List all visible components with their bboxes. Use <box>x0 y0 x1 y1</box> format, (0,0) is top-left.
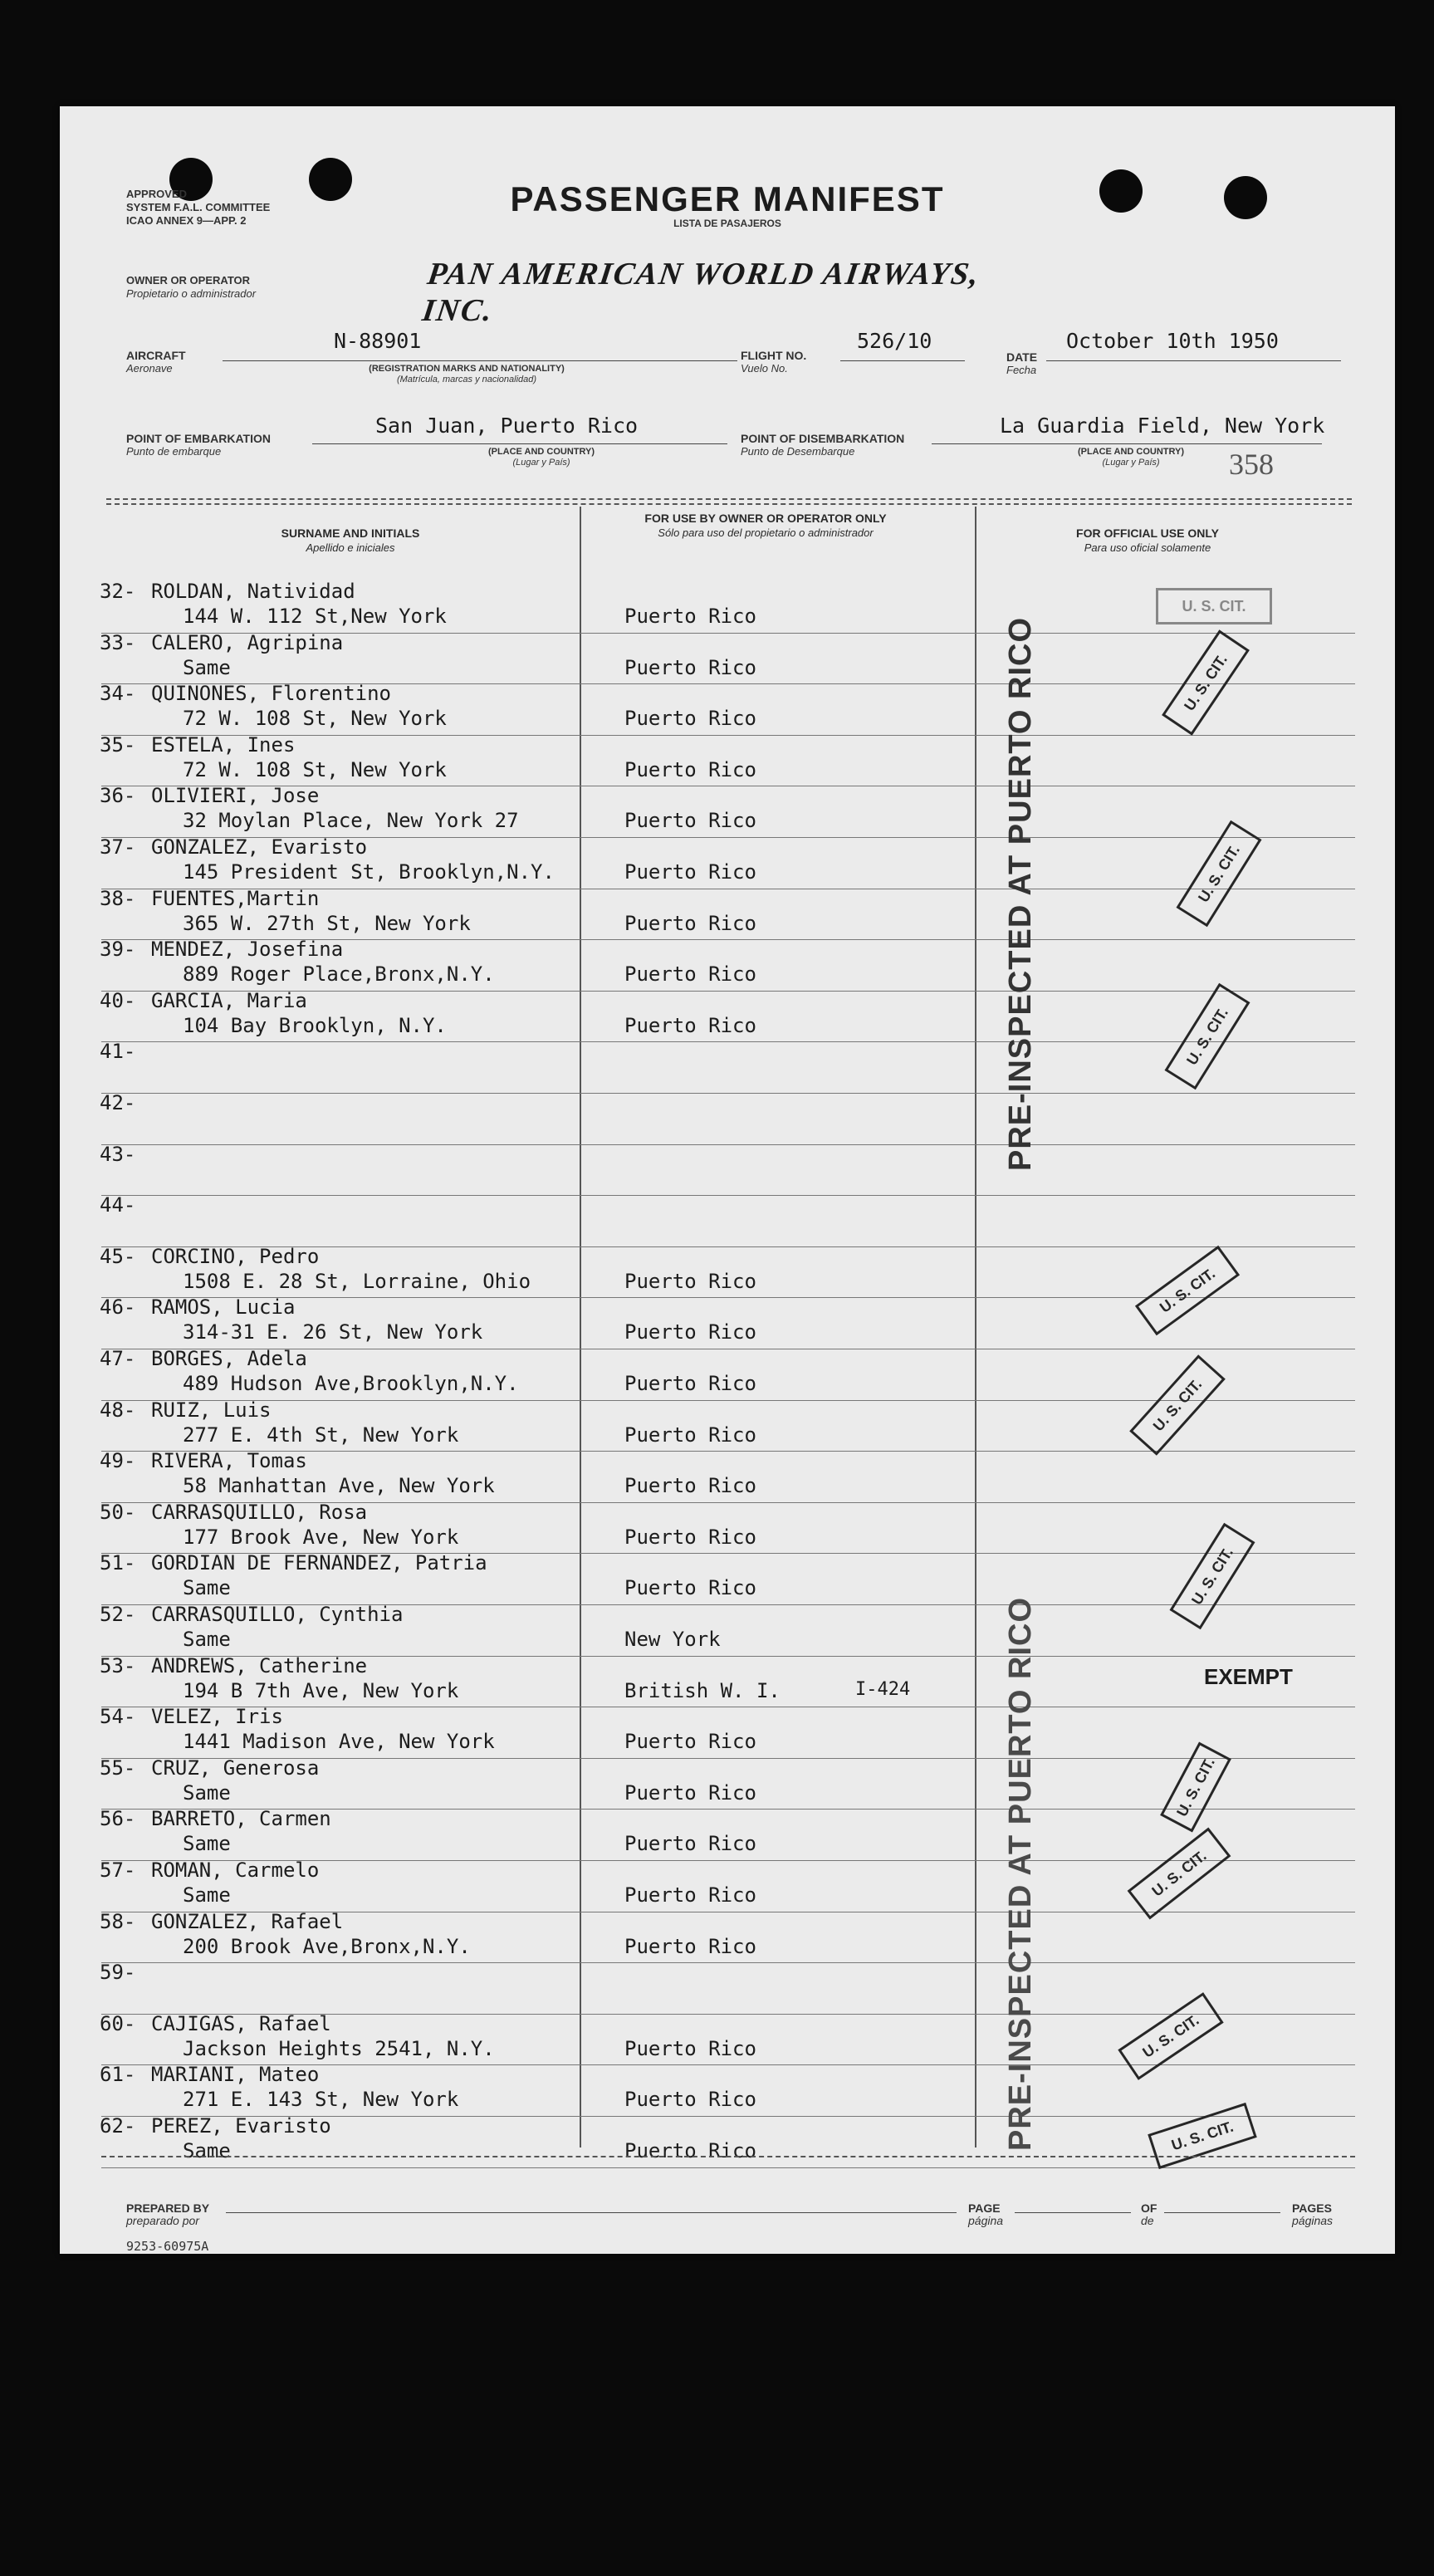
manifest-sheet <box>60 106 1395 2254</box>
passenger-address: 1508 E. 28 St, Lorraine, Ohio <box>183 1269 531 1293</box>
passenger-name: GONZALEZ, Evaristo <box>151 835 368 859</box>
passenger-address: Same <box>183 2139 231 2162</box>
prepared-by-label: PREPARED BY preparado por <box>126 2201 210 2227</box>
passenger-origin: Puerto Rico <box>624 757 756 781</box>
passenger-address: Same <box>183 1883 231 1907</box>
us-cit-stamp: U. S. CIT. <box>1129 1354 1226 1456</box>
date-value: October 10th 1950 <box>1066 329 1279 353</box>
passenger-address: 889 Roger Place,Bronx,N.Y. <box>183 962 495 987</box>
us-cit-stamp: U. S. CIT. <box>1128 1827 1231 1919</box>
passenger-origin: Puerto Rico <box>624 605 756 628</box>
passenger-name: CALERO, Agripina <box>151 630 344 654</box>
passenger-address: 145 President St, Brooklyn,N.Y. <box>183 860 555 884</box>
passenger-origin: Puerto Rico <box>624 1934 756 1958</box>
passenger-address: 72 W. 108 St, New York <box>183 707 447 731</box>
passenger-name: CARRASQUILLO, Rosa <box>151 1500 368 1524</box>
row-number: 47- <box>100 1347 136 1370</box>
passenger-origin: Puerto Rico <box>624 860 756 884</box>
row-number: 45- <box>100 1244 136 1268</box>
row-number: 43- <box>100 1142 136 1166</box>
passenger-name: ROLDAN, Natividad <box>151 580 355 603</box>
passenger-address: Same <box>183 1628 231 1651</box>
passenger-address: 177 Brook Ave, New York <box>183 1525 459 1549</box>
row-number: 49- <box>100 1449 136 1473</box>
row-number: 62- <box>100 2114 136 2138</box>
pages-label: PAGES páginas <box>1292 2201 1334 2227</box>
disembarkation-label: POINT OF DISEMBARKATION Punto de Desembarque <box>741 432 905 458</box>
passenger-address: 271 E. 143 St, New York <box>183 2088 459 2112</box>
passenger-name: VELEZ, Iris <box>151 1705 283 1729</box>
passenger-origin: Puerto Rico <box>624 911 756 935</box>
row-number: 53- <box>100 1653 136 1677</box>
passenger-origin: Puerto Rico <box>624 1269 756 1293</box>
passenger-address: 194 B 7th Ave, New York <box>183 1678 459 1702</box>
passenger-name: RIVERA, Tomas <box>151 1449 307 1473</box>
passenger-origin: Puerto Rico <box>624 1525 756 1549</box>
passenger-name: GORDIAN DE FERNANDEZ, Patria <box>151 1551 487 1575</box>
us-cit-stamp: U. S. CIT. <box>1176 820 1261 927</box>
pre-inspected-stamp: PRE-INSPECTED AT PUERTO RICO <box>1003 616 1038 1171</box>
passenger-origin: Puerto Rico <box>624 1780 756 1805</box>
approval-line: APPROVED <box>126 188 187 200</box>
passenger-name: FUENTES,Martin <box>151 886 320 910</box>
row-number: 61- <box>100 2063 136 2087</box>
col-header-surname: SURNAME AND INITIALS Apellido e iniciales <box>281 526 420 554</box>
passenger-address: 365 W. 27th St, New York <box>183 911 471 935</box>
passenger-origin: Puerto Rico <box>624 2088 756 2112</box>
row-number: 56- <box>100 1807 136 1831</box>
passenger-name: OLIVIERI, Jose <box>151 784 320 808</box>
approval-line: SYSTEM F.A.L. COMMITTEE <box>126 201 271 213</box>
operator-name: PAN AMERICAN WORLD AIRWAYS, INC. <box>419 257 983 328</box>
row-number: 41- <box>100 1040 136 1064</box>
row-number: 46- <box>100 1295 136 1320</box>
row-number: 38- <box>100 886 136 910</box>
approval-line: ICAO ANNEX 9—APP. 2 <box>126 214 247 227</box>
passenger-address: 144 W. 112 St,New York <box>183 605 447 628</box>
embarkation-label: POINT OF EMBARKATION Punto de embarque <box>126 432 271 458</box>
sheet-number: 358 <box>1229 448 1274 481</box>
aircraft-value: N-88901 <box>334 329 422 353</box>
passenger-origin: Puerto Rico <box>624 1576 756 1600</box>
passenger-name: RAMOS, Lucia <box>151 1295 296 1320</box>
exempt-stamp: EXEMPT <box>1204 1664 1293 1689</box>
passenger-name: CRUZ, Generosa <box>151 1756 320 1780</box>
aircraft-label: AIRCRAFT Aeronave <box>126 349 186 375</box>
passenger-address: 32 Moylan Place, New York 27 <box>183 809 519 833</box>
passenger-name: MENDEZ, Josefina <box>151 938 344 962</box>
passenger-name: RUIZ, Luis <box>151 1398 272 1422</box>
passenger-name: CARRASQUILLO, Cynthia <box>151 1603 404 1626</box>
disembarkation-caption: (PLACE AND COUNTRY) (Lugar y País) <box>1077 447 1185 468</box>
date-label: DATE Fecha <box>1006 350 1038 376</box>
passenger-address: 1441 Madison Ave, New York <box>183 1730 495 1754</box>
passenger-address: 277 E. 4th St, New York <box>183 1423 459 1447</box>
passenger-name: BORGES, Adela <box>151 1347 307 1370</box>
passenger-origin: Puerto Rico <box>624 962 756 987</box>
row-number: 32- <box>100 580 136 603</box>
passenger-address: Jackson Heights 2541, N.Y. <box>183 2036 495 2060</box>
row-number: 42- <box>100 1091 136 1114</box>
us-cit-stamp: U. S. CIT. <box>1156 588 1272 624</box>
passenger-origin: Puerto Rico <box>624 1423 756 1447</box>
passenger-document: I-424 <box>855 1678 911 1700</box>
passenger-origin: Puerto Rico <box>624 1832 756 1856</box>
passenger-address: 72 W. 108 St, New York <box>183 757 447 781</box>
owner-label: OWNER OR OPERATOR Propietario o administrador <box>126 274 257 300</box>
us-cit-stamp: U. S. CIT. <box>1162 629 1250 735</box>
us-cit-stamp: U. S. CIT. <box>1118 1992 1223 2080</box>
aircraft-caption: (REGISTRATION MARKS AND NATIONALITY) (Matrícula, marcas y nacionalidad) <box>369 364 565 384</box>
passenger-address: Same <box>183 1780 231 1805</box>
passenger-name: GARCIA, Maria <box>151 988 307 1012</box>
row-number: 58- <box>100 1909 136 1933</box>
us-cit-stamp: U. S. CIT. <box>1164 983 1250 1090</box>
passenger-origin: New York <box>624 1628 721 1651</box>
passenger-name: ANDREWS, Catherine <box>151 1653 368 1677</box>
passenger-address: 200 Brook Ave,Bronx,N.Y. <box>183 1934 471 1958</box>
row-number: 59- <box>100 1961 136 1985</box>
flight-label: FLIGHT NO. Vuelo No. <box>741 349 807 375</box>
row-number: 40- <box>100 988 136 1012</box>
col-header-official: FOR OFFICIAL USE ONLY Para uso oficial solamente <box>1076 526 1219 554</box>
page-subtitle: LISTA DE PASAJEROS <box>673 218 781 229</box>
us-cit-stamp: U. S. CIT. <box>1169 1523 1255 1629</box>
row-number: 50- <box>100 1500 136 1524</box>
passenger-address: 489 Hudson Ave,Brooklyn,N.Y. <box>183 1372 519 1395</box>
passenger-origin: British W. I. <box>624 1678 781 1702</box>
passenger-name: CAJIGAS, Rafael <box>151 2011 331 2035</box>
form-number: 9253-60975A <box>126 2239 209 2254</box>
passenger-name: BARRETO, Carmen <box>151 1807 331 1831</box>
page-title: PASSENGER MANIFEST <box>510 179 945 218</box>
row-number: 37- <box>100 835 136 859</box>
passenger-address: Same <box>183 1576 231 1600</box>
row-number: 36- <box>100 784 136 808</box>
col-header-owner: FOR USE BY OWNER OR OPERATOR ONLY Sólo para uso del propietario o administrador <box>644 512 887 539</box>
embarkation-caption: (PLACE AND COUNTRY) (Lugar y País) <box>487 447 595 468</box>
passenger-origin: Puerto Rico <box>624 655 756 679</box>
passenger-address: Same <box>183 1832 231 1856</box>
us-cit-stamp: U. S. CIT. <box>1135 1246 1240 1335</box>
row-number: 52- <box>100 1603 136 1626</box>
passenger-name: ESTELA, Ines <box>151 732 296 757</box>
passenger-name: ROMAN, Carmelo <box>151 1859 320 1882</box>
passenger-name: QUINONES, Florentino <box>151 682 391 706</box>
passenger-address: 104 Bay Brooklyn, N.Y. <box>183 1013 447 1037</box>
row-number: 55- <box>100 1756 136 1780</box>
row-number: 57- <box>100 1859 136 1882</box>
passenger-origin: Puerto Rico <box>624 1013 756 1037</box>
passenger-origin: Puerto Rico <box>624 1372 756 1395</box>
passenger-name: CORCINO, Pedro <box>151 1244 320 1268</box>
passenger-origin: Puerto Rico <box>624 1730 756 1754</box>
row-number: 51- <box>100 1551 136 1575</box>
disembarkation-value: La Guardia Field, New York <box>1000 414 1325 438</box>
of-label: OF de <box>1141 2201 1157 2227</box>
passenger-name: GONZALEZ, Rafael <box>151 1909 344 1933</box>
page-label: PAGE página <box>968 2201 1004 2227</box>
row-number: 35- <box>100 732 136 757</box>
row-number: 44- <box>100 1193 136 1217</box>
row-number: 39- <box>100 938 136 962</box>
us-cit-stamp: U. S. CIT. <box>1160 1742 1231 1833</box>
passenger-address: Same <box>183 655 231 679</box>
row-number: 34- <box>100 682 136 706</box>
row-number: 33- <box>100 630 136 654</box>
row-number: 48- <box>100 1398 136 1422</box>
pre-inspected-stamp: PRE-INSPECTED AT PUERTO RICO <box>1003 1596 1038 2151</box>
embarkation-value: San Juan, Puerto Rico <box>375 414 639 438</box>
row-number: 54- <box>100 1705 136 1729</box>
row-number: 60- <box>100 2011 136 2035</box>
passenger-origin: Puerto Rico <box>624 1320 756 1344</box>
flight-value: 526/10 <box>857 329 932 353</box>
passenger-address: 314-31 E. 26 St, New York <box>183 1320 483 1344</box>
passenger-origin: Puerto Rico <box>624 809 756 833</box>
passenger-origin: Puerto Rico <box>624 1883 756 1907</box>
passenger-address: 58 Manhattan Ave, New York <box>183 1474 495 1498</box>
passenger-origin: Puerto Rico <box>624 2036 756 2060</box>
passenger-name: PEREZ, Evaristo <box>151 2114 331 2138</box>
us-cit-stamp: U. S. CIT. <box>1148 2103 1257 2169</box>
passenger-name: MARIANI, Mateo <box>151 2063 320 2087</box>
passenger-origin: Puerto Rico <box>624 707 756 731</box>
passenger-origin: Puerto Rico <box>624 2139 756 2162</box>
passenger-origin: Puerto Rico <box>624 1474 756 1498</box>
